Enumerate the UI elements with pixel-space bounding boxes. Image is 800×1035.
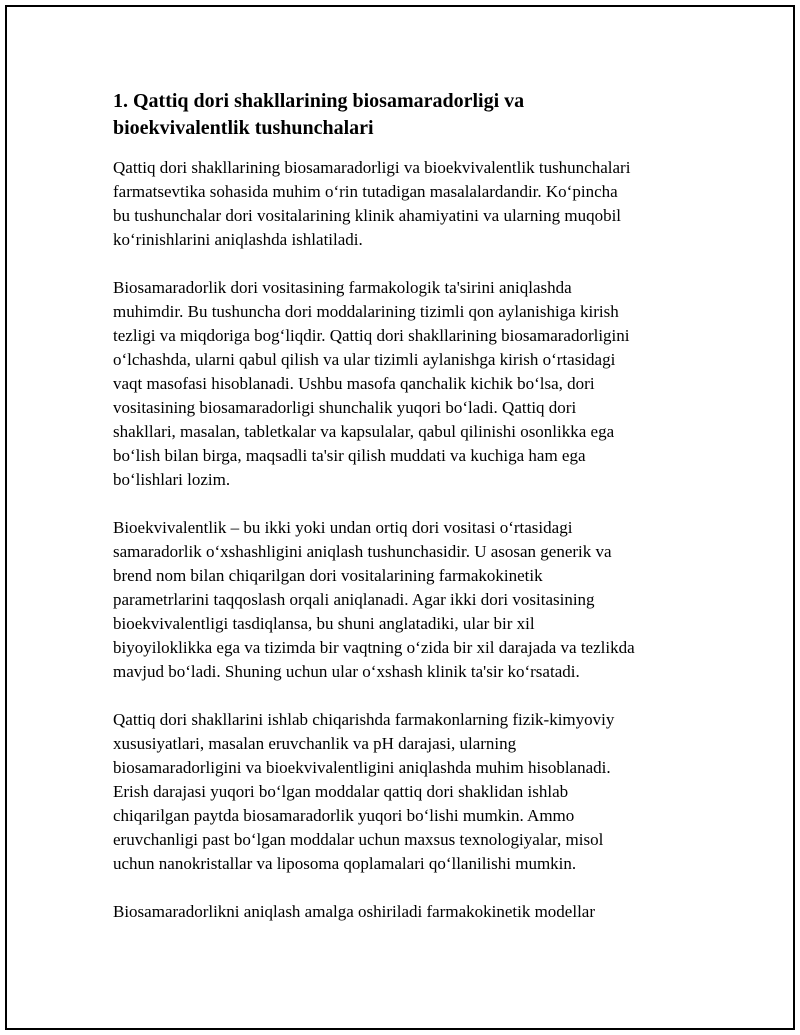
heading-line: 1. Qattiq dori shakllarining biosamaradorligi va [113,90,525,112]
text-line: bo‘lish bilan birga, maqsadli ta'sir qilish muddati va kuchiga ham ega [113,446,586,465]
paragraph-4 [113,708,688,876]
text-line: eruvchanligi past bo‘lgan moddalar uchun maxsus texnologiyalar, misol [113,830,604,849]
text-line: Erish darajasi yuqori bo‘lgan moddalar qattiq dori shaklidan ishlab [113,782,569,801]
text-line: Qattiq dori shakllarining biosamaradorligi va bioekvivalentlik tushunchalari [113,158,631,177]
text-line: chiqarilgan paytda biosamaradorlik yuqori bo‘lishi mumkin. Ammo [113,806,575,825]
text-line: xususiyatlari, masalan eruvchanlik va pH darajasi, ularning [113,734,517,753]
text-line: parametrlarini taqqoslash orqali aniqlanadi. Agar ikki dori vositasining [113,590,595,609]
text-line: biosamaradorligini va bioekvivalentligini aniqlashda muhim hisoblanadi. [113,758,611,777]
paragraph-5 [113,900,688,924]
text-line: tezligi va miqdoriga bog‘liqdir. Qattiq dori shakllarining biosamaradorligini [113,326,630,345]
text-line: Biosamaradorlik dori vositasining farmakologik ta'sirini aniqlashda [113,278,572,297]
text-line: Bioekvivalentlik – bu ikki yoki undan ortiq dori vositasi o‘rtasidagi [113,518,573,537]
paragraph-2 [113,276,688,492]
text-line: samaradorlik o‘xshashligini aniqlash tushunchasidir. U asosan generik va [113,542,612,561]
text-line: biyoyiloklikka ega va tizimda bir vaqtning o‘zida bir xil darajada va tezlikda [113,638,635,657]
paragraph-3 [113,516,688,684]
text-line: shakllari, masalan, tabletkalar va kapsulalar, qabul qilinishi osonlikka ega [113,422,615,441]
text-line: ko‘rinishlarini aniqlashda ishlatiladi. [113,230,363,249]
text-line: Biosamaradorlikni aniqlash amalga oshiriladi farmakokinetik modellar [113,902,596,921]
text-line: muhimdir. Bu tushuncha dori moddalarining tizimli qon aylanishiga kirish [113,302,619,321]
text-line: farmatsevtika sohasida muhim o‘rin tutadigan masalalardandir. Ko‘pincha [113,182,618,201]
document-body [113,88,688,924]
text-line: uchun nanokristallar va liposoma qoplamalari qo‘llanilishi mumkin. [113,854,577,873]
text-line: bo‘lishlari lozim. [113,470,231,489]
paragraph-1 [113,156,688,252]
text-line: brend nom bilan chiqarilgan dori vositalarining farmakokinetik [113,566,543,585]
text-line: bu tushunchalar dori vositalarining klinik ahamiyatini va ularning muqobil [113,206,622,225]
text-line: vositasining biosamaradorligi shunchalik yuqori bo‘ladi. Qattiq dori [113,398,577,417]
heading-line: bioekvivalentlik tushunchalari [113,117,374,139]
section-heading [113,88,688,142]
text-line: mavjud bo‘ladi. Shuning uchun ular o‘xshash klinik ta'sir ko‘rsatadi. [113,662,580,681]
text-line: vaqt masofasi hisoblanadi. Ushbu masofa qanchalik kichik bo‘lsa, dori [113,374,595,393]
text-line: bioekvivalentligi tasdiqlansa, bu shuni anglatadiki, ular bir xil [113,614,535,633]
text-line: Qattiq dori shakllarini ishlab chiqarishda farmakonlarning fizik-kimyoviy [113,710,615,729]
text-line: o‘lchashda, ularni qabul qilish va ular tizimli aylanishga kirish o‘rtasidagi [113,350,616,369]
